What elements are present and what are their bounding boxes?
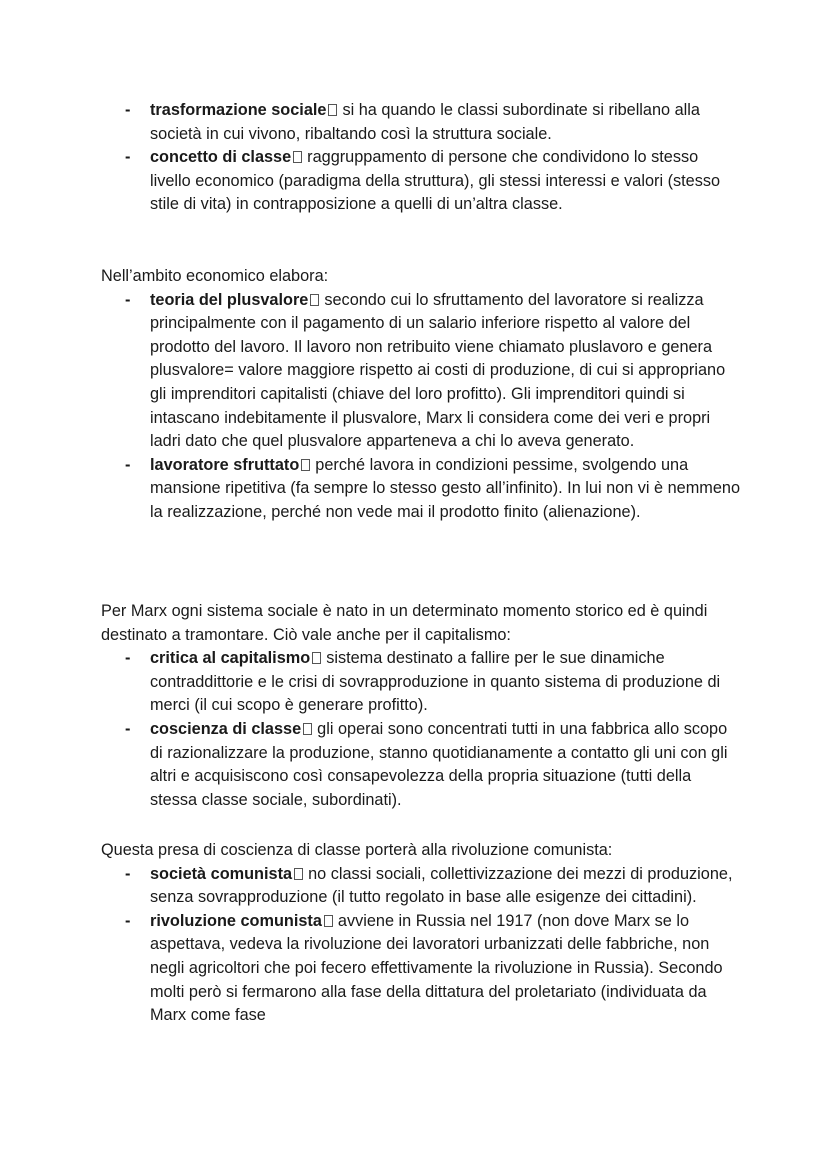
bullet-list [101,289,741,525]
definition: sistema destinato a fallire per le sue dinamiche contraddittorie e le crisi di sovrapproduzione in quanto sistema di produzione di merci (il cui scopo è generare profitto). [150,649,721,715]
term: trasformazione sociale [150,101,327,119]
section-intro: Nell’ambito economico elabora: [101,267,329,285]
section-intro: Per Marx ogni sistema sociale è nato in un determinato momento storico ed è quindi destinato a tramontare. Ciò vale anche per il capitalismo: [101,602,708,644]
list-item [101,910,741,1028]
definition: perché lavora in condizioni pessime, svolgendo una mansione ripetitiva (fa sempre lo stesso gesto all’infinito). In lui non vi è nemmeno la realizzazione, perché non vede mai il prodotto finito (alienazione). [150,455,741,521]
term: società comunista [150,864,293,883]
list-item [101,863,741,910]
missing-glyph-box-icon [301,459,310,471]
missing-glyph-box-icon [328,104,337,116]
term: teoria del plusvalore [150,290,309,309]
definition: avviene in Russia nel 1917 (non dove Marx se lo aspettava, vedeva la rivoluzione dei lavoratori urbanizzati delle fabbriche, non negli agricoltori che poi fecero effettivamente la rivoluzione in Russia). Secondo molti però si fermarono alla fase della dittatura del proletariato (individuata da Marx come fase [150,911,723,1025]
missing-glyph-box-icon [324,915,333,927]
term: coscienza di classe [150,719,302,738]
definition: raggruppamento di persone che condividono lo stesso livello economico (paradigma della struttura), gli stessi interessi e valori (stesso stile di vita) in contrapposizione a quelli di un’altra classe. [150,148,721,214]
list-item [101,289,741,454]
list-item [101,647,741,718]
section-capitalism [101,600,741,812]
section-economics [101,265,741,525]
term: rivoluzione comunista [150,911,322,930]
section-intro: Questa presa di coscienza di classe porterà alla rivoluzione comunista: [101,841,613,859]
definition: no classi sociali, collettivizzazione dei mezzi di produzione, senza sovrapproduzione (il tutto regolato in base alle esigenze dei cittadini). [150,864,733,907]
missing-glyph-box-icon [310,294,319,306]
missing-glyph-box-icon [294,868,303,880]
term: lavoratore sfruttato [150,455,300,474]
missing-glyph-box-icon [303,723,312,735]
definition: gli operai sono concentrati tutti in una fabbrica allo scopo di razionalizzare la produzione, stanno quotidianamente a contatto gli uni con gli altri e acquisiscono così consapevolezza della propria situazione (tutti della stessa classe sociale, subordinati). [150,719,728,809]
missing-glyph-box-icon [293,151,302,163]
section-social-concepts [101,99,741,217]
list-item [101,718,741,812]
bullet-list [101,863,741,1028]
definition: secondo cui lo sfruttamento del lavoratore si realizza principalmente con il pagamento di un salario inferiore rispetto al valore del prodotto del lavoro. Il lavoro non retribuito viene chiamato pluslavoro e genera plusvalore= valore maggiore rispetto ai costi di produzione, di cui si appropriano gli imprenditori capitalisti (chiave del loro profitto). Gli imprenditori quindi si intascano indebitamente il plusvalore, Marx li considera come dei veri e propri ladri dato che quel plusvalore apparteneva a chi lo aveva generato. [150,290,726,451]
bullet-list [101,99,741,217]
list-item [101,99,741,146]
list-item [101,146,741,217]
missing-glyph-box-icon [312,652,321,664]
definition: si ha quando le classi subordinate si ribellano alla società in cui vivono, ribaltando così la struttura sociale. [150,101,700,143]
bullet-list [101,647,741,812]
list-item [101,454,741,525]
section-revolution [101,839,741,1028]
term: critica al capitalismo [150,649,311,668]
term: concetto di classe [150,148,292,167]
